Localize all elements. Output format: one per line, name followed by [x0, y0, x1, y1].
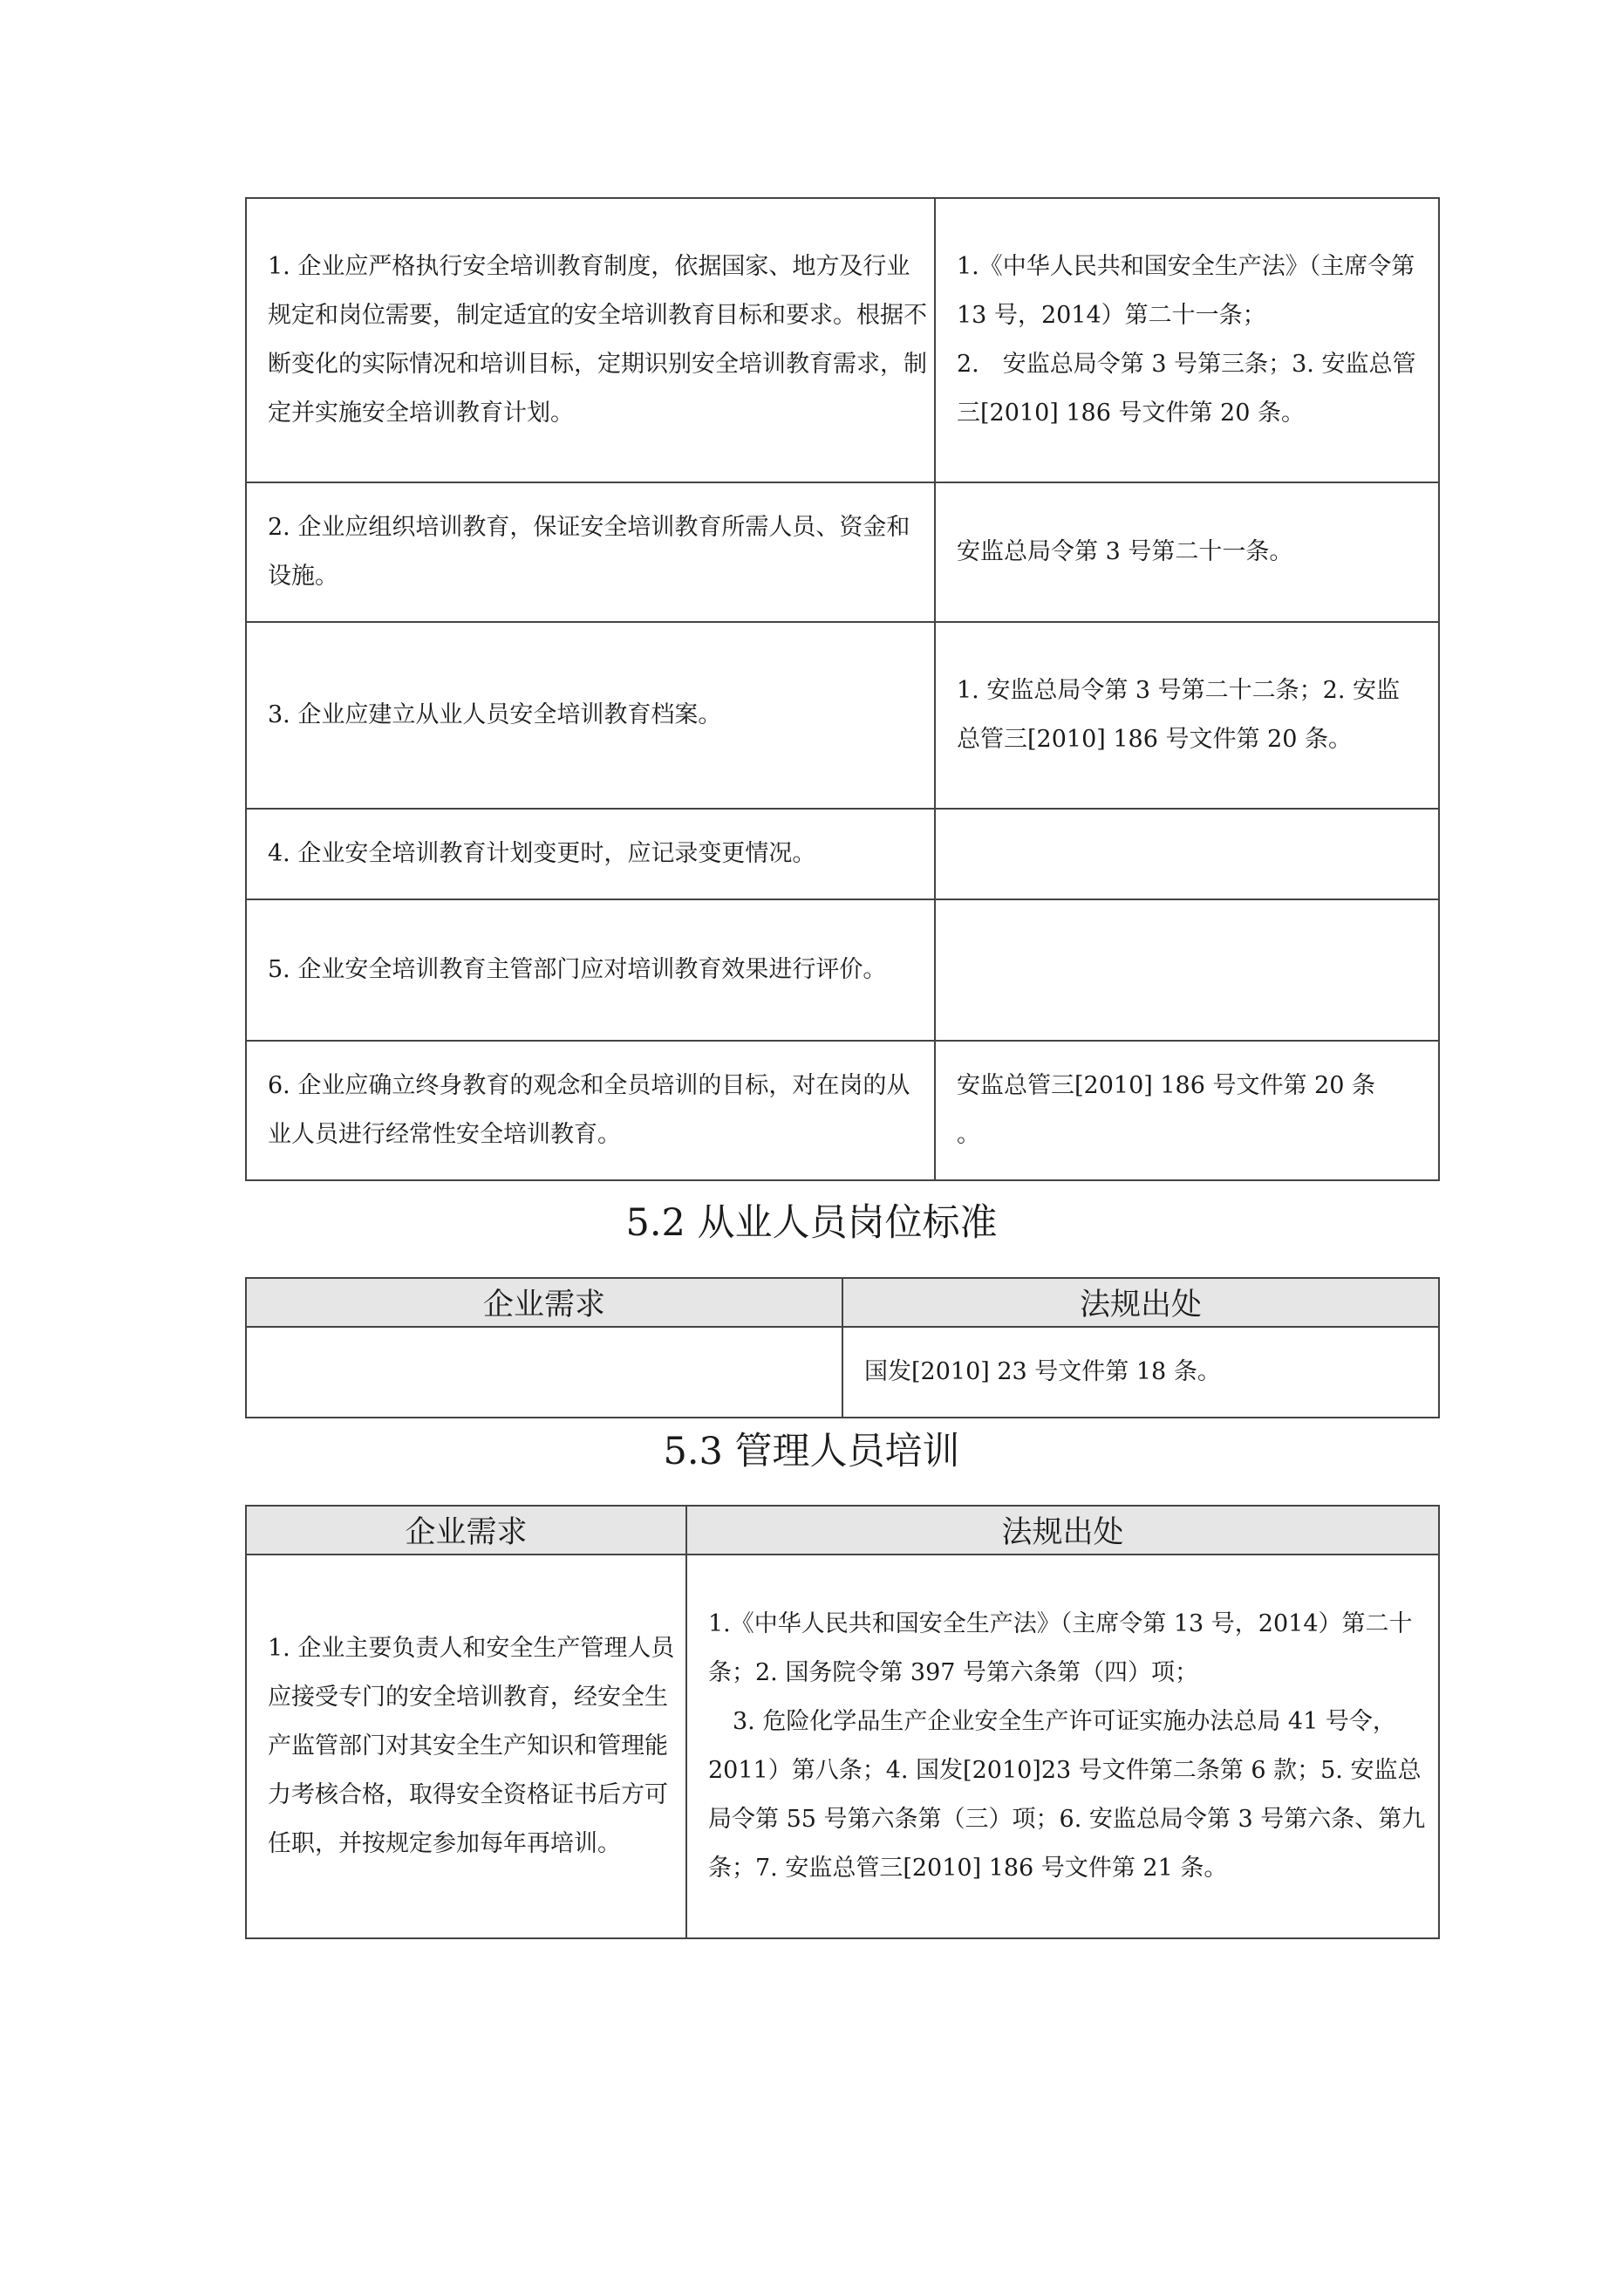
requirement-cell: 2. 企业应组织培训教育，保证安全培训教育所需人员、资金和设施。: [246, 482, 935, 622]
table-row: [246, 899, 1439, 1041]
regulation-line: 安监总局令第 3 号第二十一条。: [957, 538, 1293, 565]
table-header-row: [246, 1506, 1439, 1555]
requirement-cell: 1. 企业主要负责人和安全生产管理人员应接受专门的安全培训教育，经安全生产监管部门对其安全生产知识和管理能力考核合格，取得安全资格证书后方可任职，并按规定参加每年再培训。: [246, 1555, 686, 1938]
regulation-line: 安监总管三[2010] 186 号文件第 20 条: [957, 1072, 1376, 1099]
column-header-regulation: 法规出处: [686, 1506, 1439, 1555]
regulation-cell: [935, 899, 1439, 1041]
regulation-cell: [935, 482, 1439, 622]
requirement-cell: 5. 企业安全培训教育主管部门应对培训教育效果进行评价。: [246, 899, 935, 1041]
table-row: [246, 1041, 1439, 1180]
column-header-requirement: 企业需求: [246, 1506, 686, 1555]
requirement-cell: 4. 企业安全培训教育计划变更时，应记录变更情况。: [246, 809, 935, 899]
regulation-line: 1. 安监总局令第 3 号第二十二条；2. 安监总管三[2010] 186 号文件第 20 条。: [957, 677, 1401, 753]
position-standard-table: [245, 1277, 1440, 1418]
table-row: [246, 198, 1439, 482]
table-header-row: [246, 1278, 1439, 1327]
section-heading-5-3: 5.3 管理人员培训: [663, 1430, 960, 1473]
regulation-line: 。: [957, 1121, 980, 1148]
management-training-table: [245, 1505, 1440, 1939]
column-header-regulation: 法规出处: [842, 1278, 1439, 1327]
table-row: [246, 1555, 1439, 1938]
requirement-cell: 6. 企业应确立终身教育的观念和全员培训的目标，对在岗的从业人员进行经常性安全培训教育。: [246, 1041, 935, 1180]
requirement-cell: 3. 企业应建立从业人员安全培训教育档案。: [246, 622, 935, 809]
column-header-requirement: 企业需求: [246, 1278, 842, 1327]
table-row: [246, 482, 1439, 622]
regulation-cell: [686, 1555, 1439, 1938]
regulation-line: 1.《中华人民共和国安全生产法》（主席令第 13 号，2014）第二十条；2. 国务院令第 397 号第六条第（四）项；: [708, 1610, 1413, 1686]
regulation-cell: [935, 622, 1439, 809]
regulation-line: 3. 危险化学品生产企业安全生产许可证实施办法总局 41 号令，2011）第八条；4. 国发[2010]23 号文件第二条第 6 款；5. 安监总局令第 55 号第六条第（三）项；6. 安监总局令第 3 号第六条、第九条；7. 安监总管三[2010] 186 号文件第 21 条。: [708, 1708, 1426, 1882]
regulation-line: 1.《中华人民共和国安全生产法》（主席令第 13 号，2014）第二十一条；: [957, 253, 1415, 329]
regulation-line: 2. 安监总局令第 3 号第三条；3. 安监总管三[2010] 186 号文件第 20 条。: [957, 351, 1416, 427]
requirement-cell: 1. 企业应严格执行安全培训教育制度，依据国家、地方及行业规定和岗位需要，制定适宜的安全培训教育目标和要求。根据不断变化的实际情况和培训目标，定期识别安全培训教育需求，制定并实施安全培训教育计划。: [246, 198, 935, 482]
regulation-cell: [935, 1041, 1439, 1180]
requirement-cell: [246, 1327, 842, 1418]
regulation-cell: [935, 809, 1439, 899]
section-heading-5-2: 5.2 从业人员岗位标准: [625, 1201, 998, 1245]
training-requirements-table: [245, 197, 1440, 1181]
table-row: [246, 622, 1439, 809]
regulation-cell: [935, 198, 1439, 482]
regulation-cell: 国发[2010] 23 号文件第 18 条。: [842, 1327, 1439, 1418]
table-row: [246, 1327, 1439, 1418]
table-row: [246, 809, 1439, 899]
